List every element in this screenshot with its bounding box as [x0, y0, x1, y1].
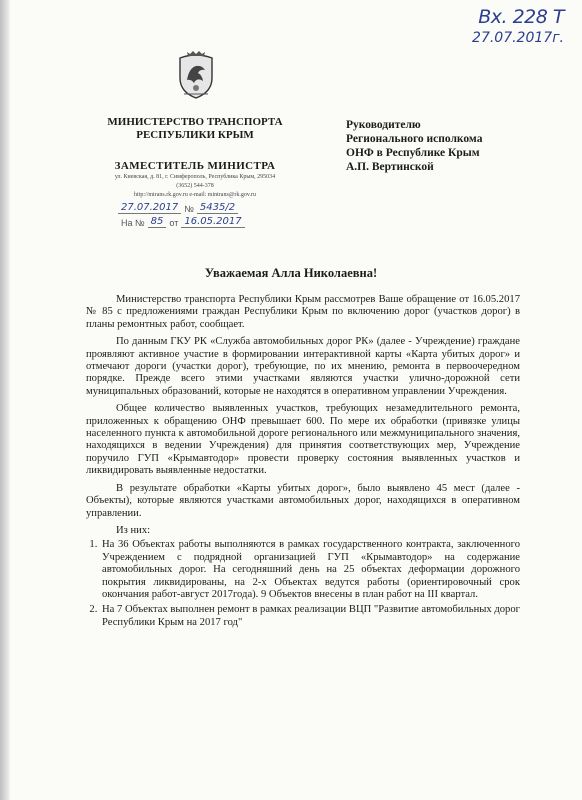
- outgoing-reference: [118, 200, 278, 228]
- ref-from-label: от: [169, 218, 179, 228]
- items-list: [86, 539, 520, 629]
- outgoing-number-label: №: [184, 204, 194, 214]
- recipient-block: [346, 118, 566, 174]
- outgoing-date: 27.07.2017: [118, 202, 181, 214]
- items-label: Из них:: [116, 524, 151, 536]
- sender-web: http://mtrans.rk.gov.ru e-mail: mintrans@rk.gov.ru: [134, 192, 256, 198]
- registration-number: Вх. 228 Т: [478, 6, 564, 28]
- scan-edge: [0, 0, 10, 800]
- registration-date: 27.07.2017г.: [472, 30, 564, 46]
- outgoing-number: 5435/2: [197, 202, 238, 214]
- sender-address: ул. Киевская, д. 81, г. Симферополь, Республика Крым, 295034: [114, 174, 276, 180]
- ref-number: 85: [148, 216, 167, 228]
- body-paragraph: По данным ГКУ РК «Служба автомобильных дорог РК» (далее - Учреждение) граждане проявляют активное участие в формировании интерактивной карты «Карта убитых дорог» и отмечают дороги (участки дорог), требующие, по их мнению, ремонта в первоочередном порядке. Прежде всего этими участками являются участки улично-дорожной сети муниципальных образований, которые не находятся в оперативном управлении Учреждения.: [86, 336, 520, 397]
- ref-number-label: На №: [121, 218, 145, 228]
- sender-deputy-title: ЗАМЕСТИТЕЛЬ МИНИСТРА: [114, 160, 276, 172]
- recipient-line: А.П. Вертинской: [346, 161, 434, 173]
- sender-org-line2: РЕСПУБЛИКИ КРЫМ: [136, 129, 254, 141]
- recipient-line: ОНФ в Республике Крым: [346, 147, 480, 159]
- sender-org-line1: МИНИСТЕРСТВО ТРАНСПОРТА: [107, 116, 283, 128]
- recipient-line: Руководителю: [346, 119, 421, 131]
- registration-stamp: [452, 6, 564, 46]
- ref-date: 16.05.2017: [181, 216, 244, 228]
- sender-phone: (3652) 544-378: [176, 183, 214, 189]
- body-paragraph: Министерство транспорта Республики Крым рассмотрев Ваше обращение от 16.05.2017 № 85 с предложениями граждан Республики Крым по включению дорог (участков дорог) в планы ремонтных работ, сообщает.: [86, 294, 520, 330]
- list-item: 2. На 7 Объектах выполнен ремонт в рамках реализации ВЦП "Развитие автомобильных дорог Республики Крым на 2017 год": [100, 604, 520, 629]
- sender-block: [96, 116, 294, 199]
- body-paragraph: В результате обработки «Карты убитых дорог», было выявлено 45 мест (далее - Объекты), которые являются участками автомобильных дорог, находящихся в оперативном управлении.: [86, 482, 520, 519]
- recipient-line: Регионального исполкома: [346, 133, 483, 145]
- list-item: 1. На 36 Объектах работы выполняются в рамках государственного контракта, заключенного Учреждением с подрядной организацией ГУП «Крымавтодор» на содержание автомобильных дорог. На сегодняшний день на 25 объектах деформации дорожного покрытия ликвидированы, на 2-х Объектах ведутся работы (ориентировочный срок окончания работ-август 2017года). 9 Объектов внесены в план работ на III квартал.: [100, 539, 520, 601]
- crimea-coat-of-arms-icon: [176, 50, 216, 100]
- body-paragraph: Общее количество выявленных участков, требующих незамедлительного ремонта, приложенных к обращению ОНФ превышает 600. По мере их обработки (привязке улицы населенного пункта к автомобильной дороге регионального или межмуниципального значения, находящихся в ведении Учреждения) для принятия соответствующих мер, Учреждение поручило ГУП «Крымавтодор» провести проверку состояния выявленных участков и ликвидировать выявленные недостатки.: [86, 403, 520, 477]
- greeting: Уважаемая Алла Николаевна!: [204, 266, 378, 280]
- letter-body: [86, 294, 520, 632]
